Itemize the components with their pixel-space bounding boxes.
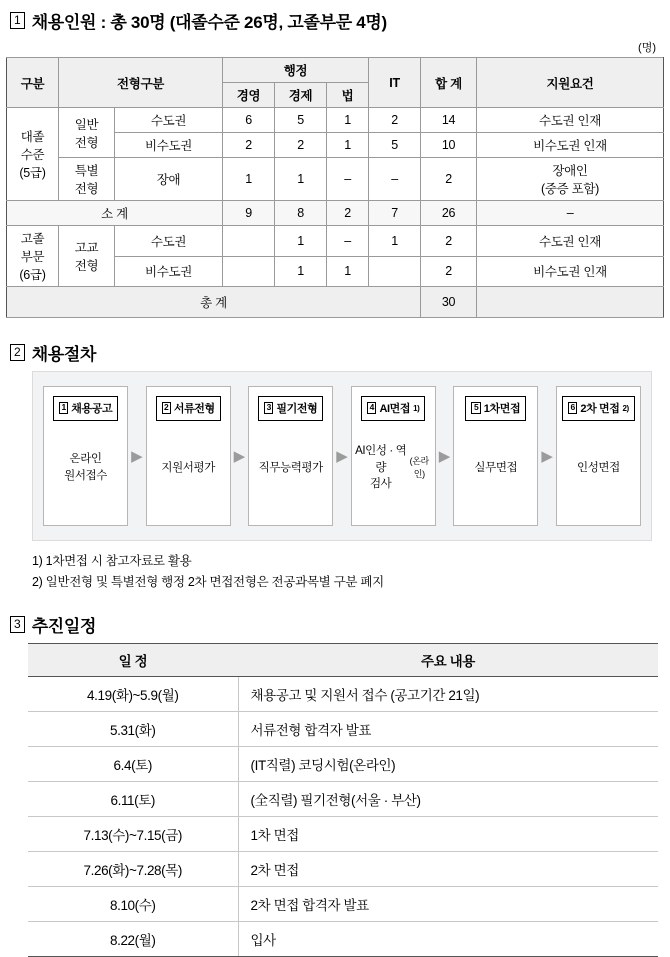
grandtotal-value: 30 [421, 287, 477, 318]
cell-it: – [369, 158, 421, 201]
process-step-1 [43, 386, 128, 526]
process-step-5 [453, 386, 538, 526]
schedule-date: 8.10(수) [28, 887, 238, 922]
section-number: 3 [10, 616, 25, 633]
step-label: 서류전형 [173, 403, 215, 415]
schedule-desc: 채용공고 및 지원서 접수 (공고기간 21일) [238, 677, 658, 712]
cell-total: 10 [421, 133, 477, 158]
type-disability: 장애 [115, 158, 223, 201]
cell-it: 5 [369, 133, 421, 158]
subtotal-law: 2 [327, 201, 369, 226]
table-row [28, 887, 658, 922]
section-heading-schedule [10, 612, 664, 637]
subgroup-highschool: 고교 전형 [59, 226, 115, 287]
step-number: 6 [568, 402, 577, 414]
table-row [28, 852, 658, 887]
table-row [28, 712, 658, 747]
arrow-icon: ▶ [233, 448, 246, 465]
process-step-2 [146, 386, 231, 526]
table-grandtotal-row [7, 287, 664, 318]
arrow-icon: ▶ [438, 448, 451, 465]
header-admin: 행정 [223, 58, 369, 83]
type-capital: 수도권 [115, 108, 223, 133]
schedule-desc: (全직렬) 필기전형(서울 · 부산) [238, 782, 658, 817]
process-flow [32, 371, 652, 541]
step-footnote-mark: 1) [413, 403, 420, 413]
grandtotal-label: 총 계 [7, 287, 421, 318]
schedule-date: 5.31(화) [28, 712, 238, 747]
step-number: 3 [264, 402, 273, 414]
table-subtotal-row [7, 201, 664, 226]
header-total: 합 계 [421, 58, 477, 108]
schedule-date: 4.19(화)~5.9(월) [28, 677, 238, 712]
step-label: 채용공고 [71, 403, 113, 415]
step-header [258, 396, 323, 421]
group-highschool: 고졸 부문 (6급) [7, 226, 59, 287]
section-number: 2 [10, 344, 25, 361]
step-body-small: (온라인) [409, 455, 429, 479]
step-footnote-mark: 2) [622, 403, 629, 413]
section-heading-process [10, 340, 664, 365]
step-body: 직무능력평가 [258, 461, 323, 474]
cell-it [369, 256, 421, 287]
header-schedule-desc: 주요 내용 [238, 644, 658, 677]
grandtotal-requirement [477, 287, 664, 318]
group-college: 대졸 수준 (5급) [7, 108, 59, 201]
table-row [7, 226, 664, 257]
cell-total: 14 [421, 108, 477, 133]
header-requirement: 지원요건 [477, 58, 664, 108]
table-row [28, 677, 658, 712]
header-schedule-date: 일 정 [28, 644, 238, 677]
subtotal-label: 소 계 [7, 201, 223, 226]
step-header [156, 396, 221, 421]
cell-requirement: 수도권 인재 [477, 108, 664, 133]
process-footnotes [32, 551, 664, 592]
cell-law: 1 [327, 256, 369, 287]
table-row [28, 782, 658, 817]
cell-law: 1 [327, 108, 369, 133]
section-heading-headcount [10, 8, 664, 33]
subgroup-general: 일반 전형 [59, 108, 115, 158]
table-header-row [7, 58, 664, 83]
process-step-4 [351, 386, 436, 526]
table-row [28, 922, 658, 957]
table-row [28, 747, 658, 782]
subtotal-management: 9 [223, 201, 275, 226]
step-body: 온라인 원서접수 [64, 453, 108, 482]
step-header [53, 396, 118, 421]
cell-law: – [327, 226, 369, 257]
cell-economics: 1 [275, 256, 327, 287]
cell-it: 1 [369, 226, 421, 257]
schedule-date: 6.11(토) [28, 782, 238, 817]
arrow-icon: ▶ [131, 448, 143, 465]
header-admin-management: 경영 [223, 83, 275, 108]
table-row [7, 158, 664, 201]
step-header [562, 396, 635, 421]
step-body: 지원서평가 [161, 461, 215, 474]
step-number: 2 [162, 402, 171, 414]
cell-it: 2 [369, 108, 421, 133]
step-label: 1차면접 [483, 403, 521, 415]
schedule-desc: 2차 면접 합격자 발표 [238, 887, 658, 922]
cell-requirement: 비수도권 인재 [477, 256, 664, 287]
table-header-row [28, 644, 658, 677]
subtotal-it: 7 [369, 201, 421, 226]
step-label: 필기전형 [276, 403, 318, 415]
schedule-date: 7.13(수)~7.15(금) [28, 817, 238, 852]
cell-law: 1 [327, 133, 369, 158]
cell-management: 6 [223, 108, 275, 133]
headcount-table [6, 57, 664, 318]
schedule-desc: (IT직렬) 코딩시험(온라인) [238, 747, 658, 782]
header-division: 구분 [7, 58, 59, 108]
schedule-date: 6.4(토) [28, 747, 238, 782]
step-body: 실무면접 [474, 461, 518, 474]
arrow-icon: ▶ [336, 448, 348, 465]
step-body: AI인성 · 역량 검사 (온라인) [352, 421, 435, 525]
step-number: 4 [367, 402, 376, 414]
subtotal-total: 26 [421, 201, 477, 226]
cell-economics: 1 [275, 226, 327, 257]
cell-requirement: 수도권 인재 [477, 226, 664, 257]
page-title: 채용인원 : 총 30명 (대졸수준 26명, 고졸부문 4명) [31, 13, 387, 32]
step-label: 2차 면접 [580, 403, 620, 415]
cell-management [223, 256, 275, 287]
schedule-desc: 2차 면접 [238, 852, 658, 887]
section-title-process: 채용절차 [31, 345, 97, 364]
arrow-icon: ▶ [541, 448, 553, 465]
subtotal-requirement: – [477, 201, 664, 226]
cell-management [223, 226, 275, 257]
type-noncapital: 비수도권 [115, 133, 223, 158]
cell-requirement: 비수도권 인재 [477, 133, 664, 158]
footnote-1: 1) 1차면접 시 참고자료로 활용 [32, 554, 192, 568]
type-noncapital: 비수도권 [115, 256, 223, 287]
cell-economics: 5 [275, 108, 327, 133]
section-number: 1 [10, 12, 25, 29]
section-title-schedule: 추진일정 [31, 617, 97, 637]
subgroup-special: 특별 전형 [59, 158, 115, 201]
subtotal-economics: 8 [275, 201, 327, 226]
table-row [7, 108, 664, 133]
header-type: 전형구분 [59, 58, 223, 108]
schedule-date: 7.26(화)~7.28(목) [28, 852, 238, 887]
cell-total: 2 [421, 158, 477, 201]
schedule-desc: 1차 면접 [238, 817, 658, 852]
schedule-desc: 서류전형 합격자 발표 [238, 712, 658, 747]
step-number: 1 [59, 402, 68, 414]
cell-total: 2 [421, 226, 477, 257]
cell-economics: 1 [275, 158, 327, 201]
type-capital: 수도권 [115, 226, 223, 257]
schedule-date: 8.22(월) [28, 922, 238, 957]
header-it: IT [369, 58, 421, 108]
cell-law: – [327, 158, 369, 201]
cell-requirement: 장애인 (중증 포함) [477, 158, 664, 201]
schedule-desc: 입사 [238, 922, 658, 957]
process-step-6 [556, 386, 641, 526]
cell-management: 1 [223, 158, 275, 201]
unit-note: (명) [638, 42, 656, 54]
step-number: 5 [471, 402, 480, 414]
cell-management: 2 [223, 133, 275, 158]
header-admin-economics: 경제 [275, 83, 327, 108]
step-body: 인성면접 [576, 461, 620, 474]
schedule-table [28, 643, 658, 957]
step-header [361, 396, 425, 421]
header-admin-law: 법 [327, 83, 369, 108]
process-step-3 [248, 386, 333, 526]
cell-total: 2 [421, 256, 477, 287]
cell-economics: 2 [275, 133, 327, 158]
step-label: AI면접 [379, 403, 411, 415]
step-header [465, 396, 526, 421]
footnote-2: 2) 일반전형 및 특별전형 행정 2차 면접전형은 전공과목별 구분 폐지 [32, 574, 384, 589]
table-row [28, 817, 658, 852]
